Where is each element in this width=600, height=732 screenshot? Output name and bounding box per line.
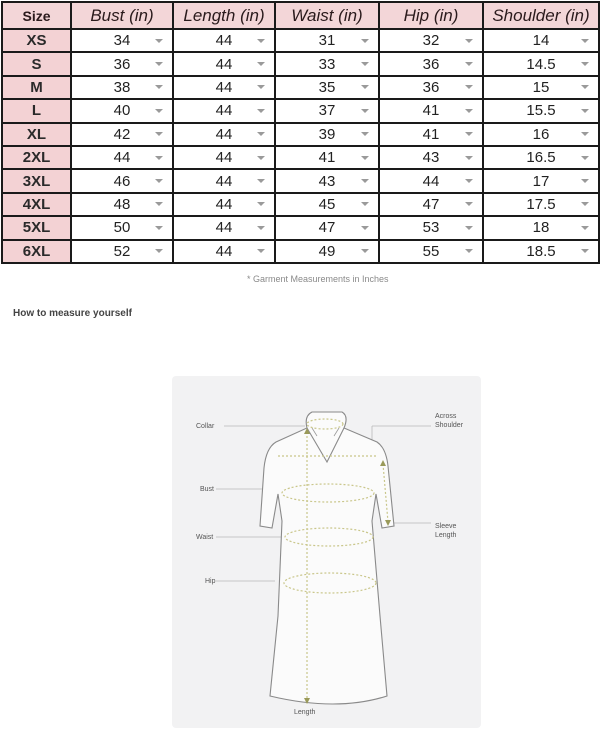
waist-value: 33 — [318, 55, 336, 73]
length-value: 44 — [215, 55, 233, 73]
hip-cell[interactable] — [379, 52, 483, 75]
shoulder-value: 16 — [532, 125, 550, 143]
dropdown-arrow-icon[interactable] — [155, 39, 163, 43]
table-row — [2, 52, 599, 75]
size-label-cell: 3XL — [2, 169, 71, 192]
bust-value: 44 — [113, 149, 131, 167]
shoulder-cell[interactable] — [483, 146, 599, 169]
waist-value: 49 — [318, 242, 336, 260]
dropdown-arrow-icon[interactable] — [257, 62, 265, 66]
table-row — [2, 76, 599, 99]
waist-value: 31 — [318, 32, 336, 50]
header-waist: Waist (in) — [275, 2, 379, 29]
dropdown-arrow-icon[interactable] — [155, 156, 163, 160]
length-cell[interactable] — [173, 52, 275, 75]
hip-value: 43 — [422, 149, 440, 167]
dropdown-arrow-icon[interactable] — [361, 39, 369, 43]
waist-value: 47 — [318, 219, 336, 237]
shoulder-cell[interactable] — [483, 99, 599, 122]
dropdown-arrow-icon[interactable] — [465, 226, 473, 230]
dropdown-arrow-icon[interactable] — [465, 132, 473, 136]
label-collar: Collar — [196, 423, 215, 430]
length-cell[interactable] — [173, 99, 275, 122]
waist-cell[interactable] — [275, 76, 379, 99]
shoulder-value: 16.5 — [526, 149, 556, 167]
dropdown-arrow-icon[interactable] — [361, 202, 369, 206]
shoulder-cell[interactable] — [483, 76, 599, 99]
table-row — [2, 123, 599, 146]
bust-value: 38 — [113, 78, 131, 96]
size-label-cell: M — [2, 76, 71, 99]
hip-cell[interactable] — [379, 146, 483, 169]
waist-cell[interactable] — [275, 216, 379, 239]
length-value: 44 — [215, 242, 233, 260]
bust-value: 40 — [113, 102, 131, 120]
dropdown-arrow-icon[interactable] — [465, 62, 473, 66]
length-cell[interactable] — [173, 123, 275, 146]
size-label-cell: L — [2, 99, 71, 122]
dropdown-arrow-icon[interactable] — [465, 249, 473, 253]
bust-cell[interactable] — [71, 52, 173, 75]
waist-cell[interactable] — [275, 52, 379, 75]
length-value: 44 — [215, 32, 233, 50]
header-shoulder: Shoulder (in) — [483, 2, 599, 29]
waist-cell[interactable] — [275, 146, 379, 169]
shoulder-cell[interactable] — [483, 216, 599, 239]
hip-value: 55 — [422, 242, 440, 260]
bust-value: 46 — [113, 172, 131, 190]
length-value: 44 — [215, 78, 233, 96]
header-hip: Hip (in) — [379, 2, 483, 29]
length-cell[interactable] — [173, 169, 275, 192]
dropdown-arrow-icon[interactable] — [155, 109, 163, 113]
length-value: 44 — [215, 102, 233, 120]
dropdown-arrow-icon[interactable] — [257, 39, 265, 43]
dropdown-arrow-icon[interactable] — [465, 202, 473, 206]
dropdown-arrow-icon[interactable] — [257, 202, 265, 206]
dropdown-arrow-icon[interactable] — [361, 109, 369, 113]
hip-cell[interactable] — [379, 240, 483, 263]
length-cell[interactable] — [173, 193, 275, 216]
bust-cell[interactable] — [71, 216, 173, 239]
shoulder-value: 17.5 — [526, 195, 556, 213]
hip-cell[interactable] — [379, 76, 483, 99]
dropdown-arrow-icon[interactable] — [581, 85, 589, 89]
length-value: 44 — [215, 172, 233, 190]
dropdown-arrow-icon[interactable] — [581, 179, 589, 183]
dropdown-arrow-icon[interactable] — [465, 109, 473, 113]
table-row — [2, 99, 599, 122]
bust-cell[interactable] — [71, 240, 173, 263]
waist-value: 35 — [318, 78, 336, 96]
dropdown-arrow-icon[interactable] — [257, 226, 265, 230]
bust-cell[interactable] — [71, 29, 173, 52]
header-bust: Bust (in) — [71, 2, 173, 29]
length-cell[interactable] — [173, 216, 275, 239]
dropdown-arrow-icon[interactable] — [581, 156, 589, 160]
bust-cell[interactable] — [71, 169, 173, 192]
size-chart-table — [1, 1, 600, 264]
dropdown-arrow-icon[interactable] — [257, 109, 265, 113]
length-value: 44 — [215, 149, 233, 167]
hip-value: 44 — [422, 172, 440, 190]
dropdown-arrow-icon[interactable] — [257, 132, 265, 136]
hip-cell[interactable] — [379, 169, 483, 192]
how-to-measure-title: How to measure yourself — [13, 308, 132, 319]
shoulder-value: 17 — [532, 172, 550, 190]
dropdown-arrow-icon[interactable] — [581, 132, 589, 136]
shoulder-value: 18 — [532, 219, 550, 237]
length-cell[interactable] — [173, 146, 275, 169]
hip-value: 41 — [422, 125, 440, 143]
shoulder-cell[interactable] — [483, 29, 599, 52]
bust-value: 52 — [113, 242, 131, 260]
dropdown-arrow-icon[interactable] — [581, 249, 589, 253]
waist-cell[interactable] — [275, 169, 379, 192]
shoulder-value: 15.5 — [526, 102, 556, 120]
bust-cell[interactable] — [71, 146, 173, 169]
hip-cell[interactable] — [379, 29, 483, 52]
dropdown-arrow-icon[interactable] — [361, 62, 369, 66]
hip-value: 36 — [422, 55, 440, 73]
label-bust: Bust — [200, 486, 215, 493]
dropdown-arrow-icon[interactable] — [581, 62, 589, 66]
hip-value: 36 — [422, 78, 440, 96]
length-value: 44 — [215, 125, 233, 143]
dropdown-arrow-icon[interactable] — [361, 179, 369, 183]
shoulder-cell[interactable] — [483, 193, 599, 216]
shoulder-value: 15 — [532, 78, 550, 96]
dropdown-arrow-icon[interactable] — [155, 202, 163, 206]
dropdown-arrow-icon[interactable] — [465, 85, 473, 89]
bust-value: 48 — [113, 195, 131, 213]
dropdown-arrow-icon[interactable] — [155, 85, 163, 89]
dropdown-arrow-icon[interactable] — [361, 226, 369, 230]
length-cell[interactable] — [173, 29, 275, 52]
hip-value: 47 — [422, 195, 440, 213]
size-label-cell: 5XL — [2, 216, 71, 239]
dropdown-arrow-icon[interactable] — [465, 179, 473, 183]
label-waist: Waist — [196, 534, 214, 541]
shoulder-cell[interactable] — [483, 169, 599, 192]
waist-value: 37 — [318, 102, 336, 120]
dropdown-arrow-icon[interactable] — [581, 109, 589, 113]
dropdown-arrow-icon[interactable] — [257, 85, 265, 89]
length-cell[interactable] — [173, 76, 275, 99]
header-length: Length (in) — [173, 2, 275, 29]
shoulder-cell[interactable] — [483, 123, 599, 146]
size-label-cell: 2XL — [2, 146, 71, 169]
dropdown-arrow-icon[interactable] — [361, 85, 369, 89]
waist-cell[interactable] — [275, 123, 379, 146]
waist-value: 41 — [318, 149, 336, 167]
bust-value: 34 — [113, 32, 131, 50]
size-label-cell: XS — [2, 29, 71, 52]
bust-cell[interactable] — [71, 76, 173, 99]
hip-cell[interactable] — [379, 216, 483, 239]
shoulder-cell[interactable] — [483, 240, 599, 263]
dropdown-arrow-icon[interactable] — [361, 132, 369, 136]
waist-cell[interactable] — [275, 29, 379, 52]
shoulder-value: 14 — [532, 32, 550, 50]
dropdown-arrow-icon[interactable] — [155, 132, 163, 136]
dropdown-arrow-icon[interactable] — [465, 39, 473, 43]
waist-value: 45 — [318, 195, 336, 213]
shoulder-value: 18.5 — [526, 242, 556, 260]
shoulder-cell[interactable] — [483, 52, 599, 75]
bust-cell[interactable] — [71, 193, 173, 216]
hip-value: 53 — [422, 219, 440, 237]
table-row — [2, 216, 599, 239]
table-row — [2, 29, 599, 52]
hip-cell[interactable] — [379, 99, 483, 122]
bust-cell[interactable] — [71, 123, 173, 146]
label-hip: Hip — [205, 578, 216, 585]
waist-cell[interactable] — [275, 193, 379, 216]
header-size: Size — [2, 2, 71, 29]
dropdown-arrow-icon[interactable] — [155, 249, 163, 253]
length-value: 44 — [215, 195, 233, 213]
size-label-cell: 6XL — [2, 240, 71, 263]
waist-cell[interactable] — [275, 240, 379, 263]
label-length: Length — [294, 709, 316, 716]
bust-value: 42 — [113, 125, 131, 143]
dropdown-arrow-icon[interactable] — [581, 39, 589, 43]
hip-value: 32 — [422, 32, 440, 50]
dropdown-arrow-icon[interactable] — [465, 156, 473, 160]
dropdown-arrow-icon[interactable] — [581, 226, 589, 230]
hip-value: 41 — [422, 102, 440, 120]
table-header-row — [2, 2, 599, 29]
hip-cell[interactable] — [379, 123, 483, 146]
length-value: 44 — [215, 219, 233, 237]
size-label-cell: XL — [2, 123, 71, 146]
dropdown-arrow-icon[interactable] — [361, 249, 369, 253]
table-row — [2, 169, 599, 192]
size-label-cell: S — [2, 52, 71, 75]
length-cell[interactable] — [173, 240, 275, 263]
waist-value: 43 — [318, 172, 336, 190]
dropdown-arrow-icon[interactable] — [257, 179, 265, 183]
measurement-diagram — [172, 376, 481, 728]
dropdown-arrow-icon[interactable] — [257, 156, 265, 160]
dropdown-arrow-icon[interactable] — [155, 62, 163, 66]
dropdown-arrow-icon[interactable] — [155, 179, 163, 183]
table-row — [2, 193, 599, 216]
dropdown-arrow-icon[interactable] — [361, 156, 369, 160]
table-row — [2, 240, 599, 263]
bust-cell[interactable] — [71, 99, 173, 122]
label-sleeve-length: Sleeve Length — [435, 523, 457, 539]
dropdown-arrow-icon[interactable] — [581, 202, 589, 206]
waist-value: 39 — [318, 125, 336, 143]
size-label-cell: 4XL — [2, 193, 71, 216]
hip-cell[interactable] — [379, 193, 483, 216]
measurement-footnote: * Garment Measurements in Inches — [247, 274, 389, 284]
dropdown-arrow-icon[interactable] — [257, 249, 265, 253]
dropdown-arrow-icon[interactable] — [155, 226, 163, 230]
table-row — [2, 146, 599, 169]
bust-value: 36 — [113, 55, 131, 73]
label-across-shoulder: Across Shoulder — [435, 413, 464, 429]
waist-cell[interactable] — [275, 99, 379, 122]
shoulder-value: 14.5 — [526, 55, 556, 73]
bust-value: 50 — [113, 219, 131, 237]
